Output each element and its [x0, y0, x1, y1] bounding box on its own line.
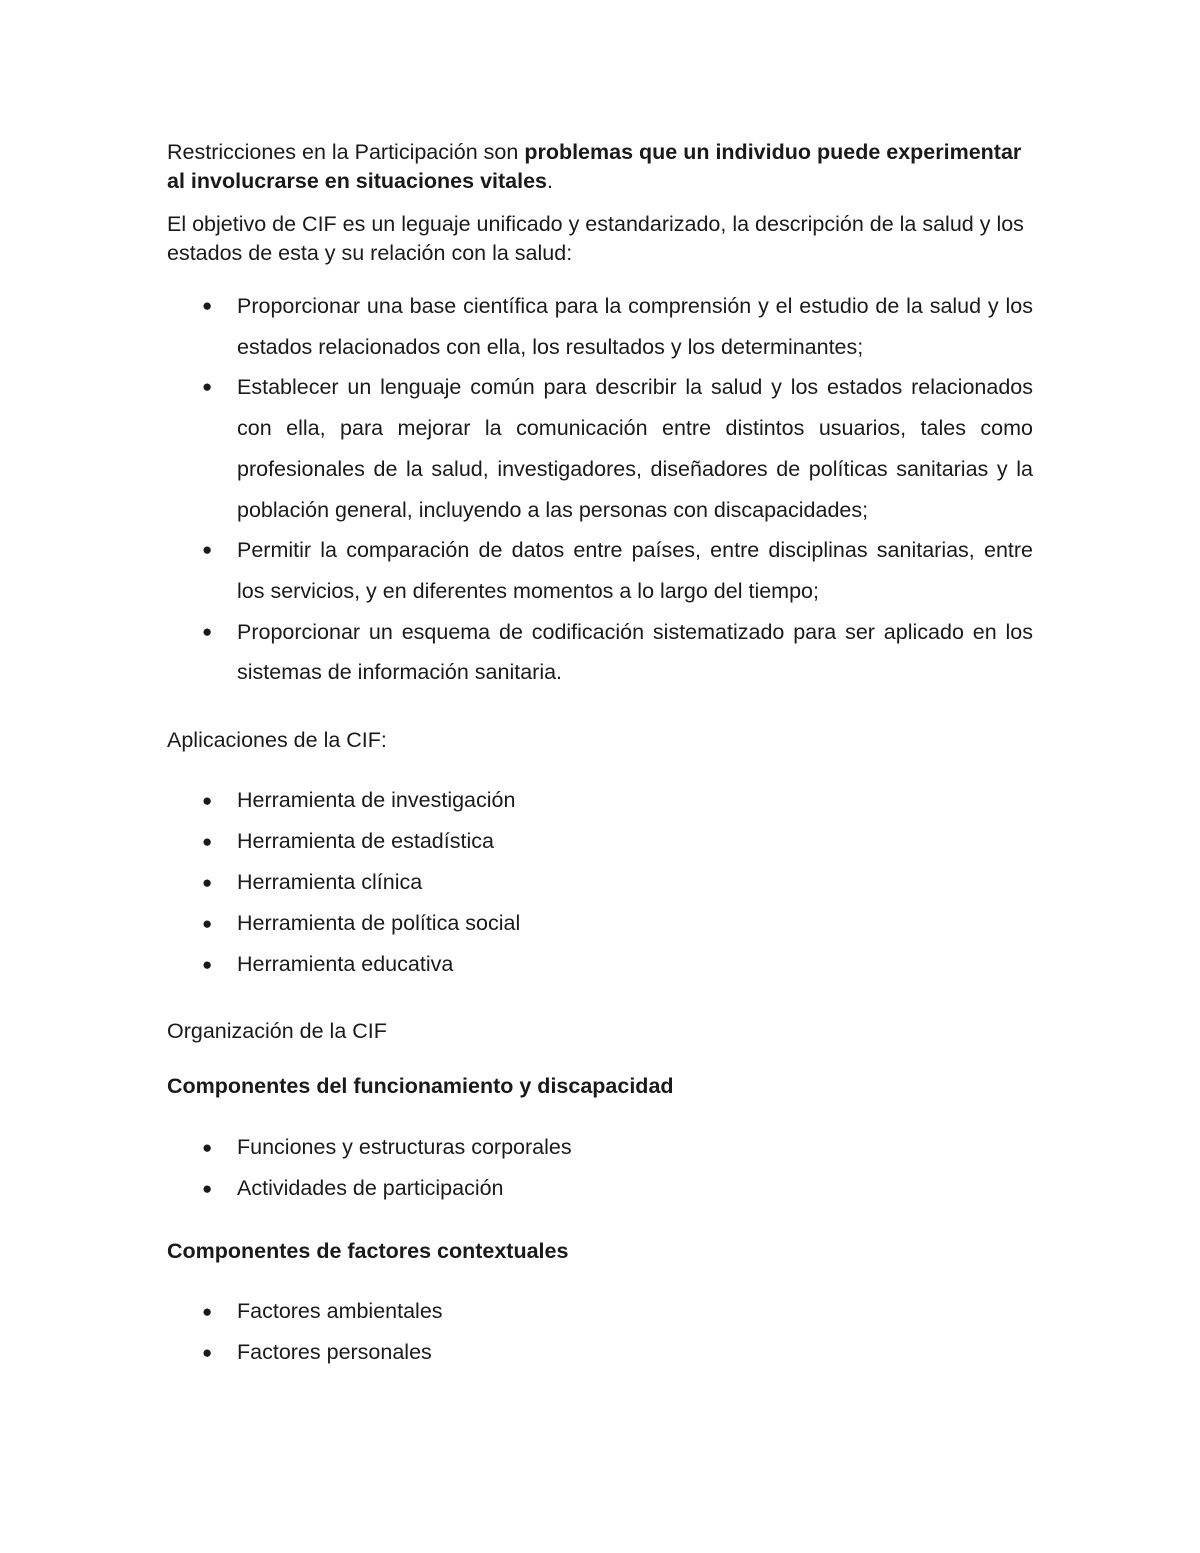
list-item-text: Factores personales: [237, 1340, 432, 1365]
list-item: [167, 1127, 1033, 1168]
list-item: [167, 862, 1033, 903]
bullet-icon: ●: [202, 955, 213, 975]
bullet-icon: ●: [202, 1343, 213, 1363]
bullet-icon: ●: [202, 1138, 213, 1158]
list-item-text: Proporcionar una base científica para la comprensión y el estudio de la salud y los estados relacionados con ella, los resultados y los determinantes;: [237, 294, 1033, 359]
list-item-text: Herramienta de estadística: [237, 829, 494, 854]
document-page: [167, 138, 1033, 1373]
list-item-text: Herramienta clínica: [237, 870, 423, 895]
list-item: [167, 821, 1033, 862]
applications-list: [167, 780, 1033, 985]
objective-list: [167, 286, 1033, 693]
intro-bold-text: problemas que un individuo puede experimentar al involucrarse en situaciones vitales: [167, 140, 1022, 193]
functioning-heading: Componentes del funcionamiento y discapacidad: [167, 1074, 674, 1099]
list-item: [167, 780, 1033, 821]
intro-text: Restricciones en la Participación son: [167, 140, 525, 164]
list-item-text: Permitir la comparación de datos entre países, entre disciplinas sanitarias, entre los servicios, y en diferentes momentos a lo largo del tiempo;: [237, 538, 1033, 603]
list-item-text: Funciones y estructuras corporales: [237, 1135, 572, 1160]
list-item: [167, 903, 1033, 944]
bullet-icon: ●: [202, 791, 213, 811]
bullet-icon: ●: [202, 832, 213, 852]
list-item: [167, 286, 1033, 367]
bullet-icon: ●: [202, 296, 213, 315]
bullet-icon: ●: [202, 914, 213, 934]
bullet-icon: ●: [202, 377, 213, 397]
list-item-text: Factores ambientales: [237, 1299, 443, 1324]
bullet-icon: ●: [202, 873, 213, 893]
bullet-icon: ●: [202, 1302, 213, 1322]
bullet-icon: ●: [202, 1179, 213, 1199]
bullet-icon: ●: [202, 621, 213, 641]
list-item-text: Herramienta de política social: [237, 911, 521, 936]
list-item-text: Actividades de participación: [237, 1176, 504, 1201]
list-item: [167, 1291, 1033, 1332]
list-item-text: Herramienta educativa: [237, 952, 454, 977]
contextual-heading: Componentes de factores contextuales: [167, 1239, 569, 1264]
intro-end: .: [547, 169, 553, 193]
applications-heading: Aplicaciones de la CIF:: [167, 728, 387, 753]
list-item-text: Herramienta de investigación: [237, 788, 516, 813]
list-item: [167, 530, 1033, 611]
list-item-text: Proporcionar un esquema de codificación sistematizado para ser aplicado en los sistemas de información sanitaria.: [237, 619, 1033, 685]
intro-paragraph: [167, 138, 1033, 196]
list-item: [167, 1332, 1033, 1373]
functioning-list: [167, 1127, 1033, 1209]
list-item-text: Establecer un lenguaje común para describir la salud y los estados relacionados con ella, para mejorar la comunicación entre distintos usuarios, tales como profesionales de la salud, investigadores, diseñadores de políticas sanitarias y la población general, incluyendo a las personas con discapacidades;: [237, 375, 1033, 522]
objective-paragraph: El objetivo de CIF es un leguaje unificado y estandarizado, la descripción de la salud y los estados de esta y su relación con la salud:: [167, 212, 1024, 265]
list-item: [167, 944, 1033, 985]
contextual-list: [167, 1291, 1033, 1373]
list-item: [167, 367, 1033, 530]
organization-heading: Organización de la CIF: [167, 1019, 387, 1044]
list-item: [167, 1168, 1033, 1209]
list-item: [167, 612, 1033, 693]
bullet-icon: ●: [202, 540, 213, 560]
